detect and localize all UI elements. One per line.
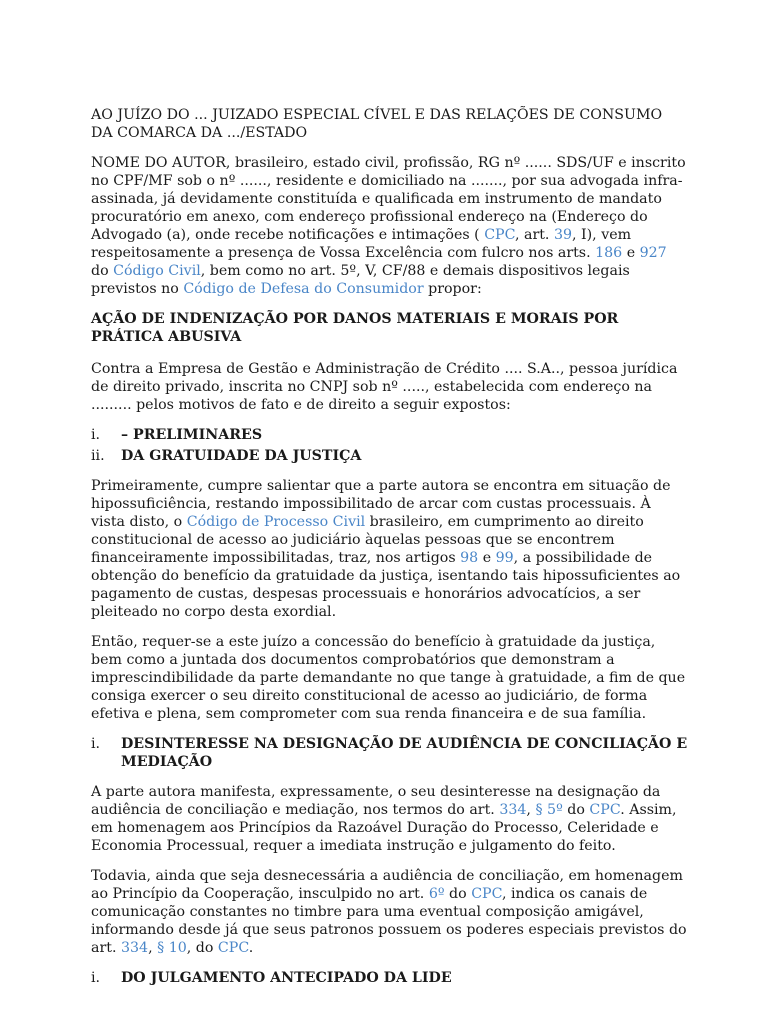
section-title: DO JULGAMENTO ANTECIPADO DA LIDE: [121, 970, 452, 986]
link-art-334[interactable]: 334: [499, 802, 527, 818]
link-cpc[interactable]: CPC: [589, 802, 621, 818]
section-number: i.: [91, 970, 101, 986]
section-title: – PRELIMINARES: [121, 427, 263, 443]
disinterest-paragraph-2: Todavia, ainda que seja desnecessária a audiência de conciliação, em homenagem ao Princípio da Cooperação, insculpido no art. 6º do CPC, indica os canais de comunicação constantes no timbre para uma eventual composição amigável, informando desde já que seus patronos possuem os poderes especiais previstos do art. 334, § 10, do CPC.: [91, 868, 687, 956]
link-art-98[interactable]: 98: [460, 550, 479, 566]
section-preliminares: [91, 426, 688, 444]
link-paragrafo-10[interactable]: § 10: [157, 940, 187, 956]
action-title: AÇÃO DE INDENIZAÇÃO POR DANOS MATERIAIS E MORAIS POR PRÁTICA ABUSIVA: [91, 311, 619, 345]
link-art-927[interactable]: 927: [639, 245, 667, 261]
section-julgamento-antecipado: [91, 969, 688, 987]
disinterest-paragraph-1: A parte autora manifesta, expressamente, o seu desinteresse na designação da audiência de conciliação e mediação, nos termos do art. 334, § 5º do CPC. Assim, em homenagem aos Princípios da Razoável Duração do Processo, Celeridade e Economia Processual, requer a imediata instrução e julgamento do feito.: [91, 784, 677, 854]
section-title: DESINTERESSE NA DESIGNAÇÃO DE AUDIÊNCIA DE CONCILIAÇÃO E MEDIAÇÃO: [121, 736, 688, 770]
section-number: i.: [91, 736, 101, 752]
link-paragrafo-5[interactable]: § 5º: [535, 802, 563, 818]
link-cpc[interactable]: CPC: [217, 940, 249, 956]
intro-paragraph: NOME DO AUTOR, brasileiro, estado civil, profissão, RG nº ...... SDS/UF e inscrito no CPF/MF sob o nº ......, residente e domiciliado na ......., por sua advogada infra-assinada, já devidamente constituída e qualificada em instrumento de mandato procuratório em anexo, com endereço profissional endereço na (Endereço do Advogado (a), onde recebe notificações e intimações ( CPC, art. 39, I), vem respeitosamente a presença de Vossa Excelência com fulcro nos arts. 186 e 927 do Código Civil, bem como no art. 5º, V, CF/88 e demais dispositivos legais previstos no Código de Defesa do Consumidor propor:: [91, 155, 686, 297]
court-address: AO JUÍZO DO ... JUIZADO ESPECIAL CÍVEL E DAS RELAÇÕES DE CONSUMO DA COMARCA DA .../ESTADO: [91, 107, 663, 141]
link-art-99[interactable]: 99: [495, 550, 514, 566]
section-gratuidade: [91, 447, 688, 465]
link-cpc[interactable]: CPC: [471, 886, 502, 902]
link-art-334[interactable]: 334: [120, 940, 149, 956]
defendant-paragraph: Contra a Empresa de Gestão e Administração de Crédito .... S.A.., pessoa jurídica de direito privado, inscrita no CNPJ sob nº ....., estabelecida com endereço na ......... pelos motivos de fato e de direito a seguir expostos:: [91, 361, 678, 413]
link-art-186[interactable]: 186: [595, 245, 623, 261]
section-number: ii.: [91, 448, 105, 464]
gratuity-paragraph-1: Primeiramente, cumpre salientar que a parte autora se encontra em situação de hipossuficiência, restando impossibilitado de arcar com custas processuais. À vista disto, o Código de Processo Civil brasileiro, em cumprimento ao direito constitucional de acesso ao judiciário àquelas pessoas que se encontrem financeiramente impossibilitadas, traz, nos artigos 98 e 99, a possibilidade de obtenção do benefício da gratuidade da justiça, isentando tais hipossuficientes ao pagamento de custas, despesas processuais e honorários advocatícios, a ser pleiteado no corpo desta exordial.: [91, 478, 681, 620]
link-codigo-processo-civil[interactable]: Código de Processo Civil: [186, 514, 366, 530]
link-cpc[interactable]: CPC: [484, 227, 515, 243]
section-title: DA GRATUIDADE DA JUSTIÇA: [121, 448, 362, 464]
link-codigo-civil[interactable]: Código Civil: [113, 263, 201, 279]
link-art-6[interactable]: 6º: [428, 886, 445, 902]
link-art-39[interactable]: 39: [553, 227, 573, 243]
link-codigo-defesa-consumidor[interactable]: Código de Defesa do Consumidor: [183, 281, 424, 297]
section-number: i.: [91, 427, 101, 443]
gratuity-paragraph-2: Então, requer-se a este juízo a concessão do benefício à gratuidade da justiça, bem como a juntada dos documentos comprobatórios que demonstram a imprescindibilidade da parte demandante no que tange à gratuidade, a fim de que consiga exercer o seu direito constitucional de acesso ao judiciário, de forma efetiva e plena, sem comprometer com sua renda financeira e de sua família.: [91, 634, 686, 722]
section-desinteresse: [91, 735, 688, 771]
